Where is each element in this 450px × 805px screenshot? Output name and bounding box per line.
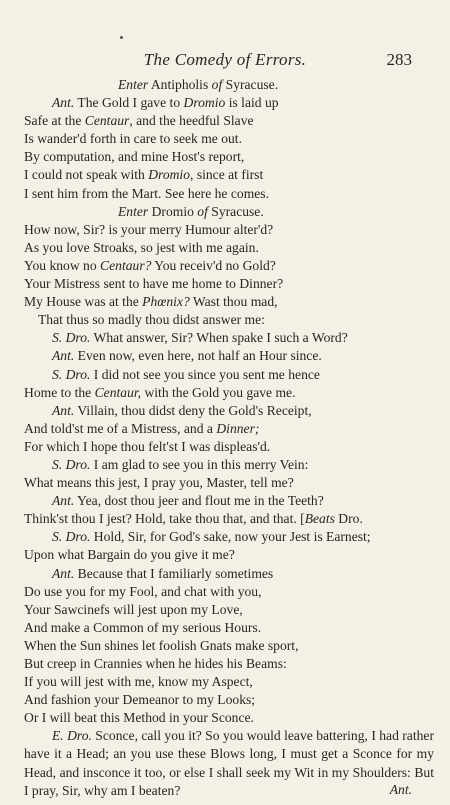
verse-line: Or I will beat this Method in your Sconce. [24,710,254,726]
speech-line: S. Dro. What answer, Sir? When spake I such a Word? [52,330,348,346]
verse-line: And fashion your Demeanor to my Looks; [24,692,256,708]
verse-line: Is wander'd forth in care to seek me out. [24,131,242,147]
verse-line: My House was at the Phœnix? Wast thou mad, [24,294,278,310]
speech-line: S. Dro. I am glad to see you in this merry Vein: [52,456,309,472]
stage-direction: Enter Antipholis of Syracuse. [118,77,279,92]
verse-text [24,76,434,800]
verse-line: Safe at the Centaur, and the heedful Slave [24,113,254,129]
verse-line: But creep in Crannies when he hides his Beams: [24,656,287,671]
ink-speck [120,36,123,39]
verse-line: Think'st thou I jest? Hold, take thou that, and that. [Beats Dro. [24,511,363,527]
verse-line: By computation, and mine Host's report, [24,149,245,165]
speech-line: Ant. Villain, thou didst deny the Gold's Receipt, [52,402,312,418]
verse-line: And told'st me of a Mistress, and a Dinner; [24,420,260,436]
verse-line: When the Sun shines let foolish Gnats make sport, [24,637,299,653]
prose-speech: E. Dro. Sconce, call you it? So you would leave battering, I had rather have it a Head; an you use these Blows long, I must get a Sconce for my Head, and insconce it too, or else I shall seek my Wit in my Shoulders: But I pray, Sir, why am I beaten? [24,728,434,798]
stage-direction: Enter Dromio of Syracuse. [118,203,264,219]
verse-line: Your Sawcinefs will jest upon my Love, [24,601,243,617]
running-header [0,50,450,72]
catchword: Ant. [389,782,412,797]
speech-line: Ant. Even now, even here, not half an Hour since. [52,348,322,364]
verse-line: I could not speak with Dromio, since at first [24,167,264,183]
verse-line: Home to the Centaur, with the Gold you gave me. [24,384,296,400]
verse-line: I sent him from the Mart. See here he comes. [24,185,269,201]
verse-line: Do use you for my Fool, and chat with you, [24,583,262,599]
verse-line: As you love Stroaks, so jest with me again. [24,239,259,255]
verse-line: Your Mistress sent to have me home to Dinner? [24,276,284,292]
verse-line: Upon what Bargain do you give it me? [24,547,235,563]
speech-line: Ant. The Gold I gave to Dromio is laid up [52,95,279,111]
verse-line: And make a Common of my serious Hours. [24,619,262,635]
verse-line: How now, Sir? is your merry Humour alter'd? [24,221,274,237]
verse-line: You know no Centaur? You receiv'd no Gold? [24,257,276,273]
speech-line: S. Dro. Hold, Sir, for God's sake, now your Jest is Earnest; [52,529,371,545]
verse-line: That thus so madly thou didst answer me: [38,312,265,328]
running-title: The Comedy of Errors. [143,50,307,69]
speech-line: Ant. Because that I familiarly sometimes [52,565,274,581]
verse-line: For which I hope thou felt'st I was displeas'd. [24,438,271,454]
verse-line: If you will jest with me, know my Aspect, [24,674,253,690]
verse-line: What means this jest, I pray you, Master, tell me? [24,475,294,491]
page-number: 283 [386,50,412,69]
speech-line: S. Dro. I did not see you since you sent me hence [52,366,320,382]
speech-line: Ant. Yea, dost thou jeer and flout me in the Teeth? [52,493,324,509]
